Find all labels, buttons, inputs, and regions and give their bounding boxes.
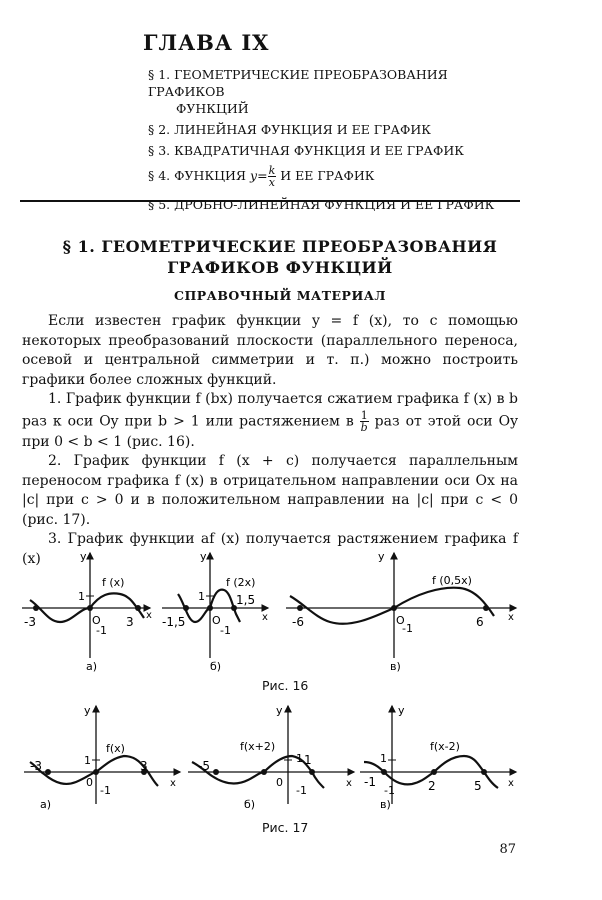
toc-num: § 2. (148, 122, 171, 137)
root-point (183, 605, 189, 611)
frac-denominator: b (360, 420, 368, 434)
section-title-line: ГРАФИКОВ ФУНКЦИЙ (167, 258, 393, 277)
tick-label: -1 (364, 775, 376, 789)
graph-17b (188, 704, 354, 811)
toc-text: ФУНКЦИЯ (174, 168, 247, 183)
item1-fraction (360, 410, 369, 433)
tick-label: -1 (220, 624, 231, 637)
graph-17a (24, 704, 180, 811)
figure-17-caption: Рис. 17 (262, 820, 309, 835)
table-of-contents (148, 66, 528, 217)
chapter-title: ГЛАВА IX (143, 30, 270, 55)
tick-label: 1 (296, 752, 303, 765)
tick-label: -1 (96, 624, 107, 637)
toc-fraction (268, 165, 277, 188)
root-point (207, 605, 213, 611)
paragraph-item-3: 3. График функции af (x) получается растяжением графика f (x) (22, 531, 518, 567)
origin-label: O (396, 614, 405, 627)
frac-numerator: 1 (360, 408, 368, 422)
root-point (483, 605, 489, 611)
toc-item-3 (148, 142, 528, 159)
x-label: x (170, 778, 176, 789)
tick-label: 6 (476, 615, 484, 629)
toc-text: ЛИНЕЙНАЯ ФУНКЦИЯ И ЕЕ ГРАФИК (174, 122, 431, 137)
curve-f05x (290, 588, 494, 624)
tick-label: -3 (30, 759, 42, 773)
x-label: x (508, 612, 514, 623)
tick-label: 5 (474, 779, 482, 793)
tick-label: 2 (428, 779, 436, 793)
root-point (261, 769, 267, 775)
toc-num: § 4. (148, 168, 171, 183)
tick-label: -1 (296, 784, 307, 797)
origin-label: O (92, 614, 101, 627)
x-label: x (146, 610, 152, 621)
toc-text-cont: ФУНКЦИЙ (176, 101, 249, 116)
frac-numerator: k (268, 164, 276, 177)
func-label: f (x) (102, 576, 125, 589)
root-point (391, 605, 397, 611)
toc-item-4 (148, 165, 528, 188)
func-label: f(x-2) (430, 740, 460, 753)
paragraph-intro: Если известен график функции y = f (x), то с помощью некоторых преобразований плоскости (параллельного переноса, осевой и центральной симметрии и т. п.) можно построить графики более сложных функций. (22, 313, 518, 388)
figure-16-caption: Рис. 16 (262, 678, 309, 693)
y-label: y (378, 550, 385, 563)
subfigure-label: б) (244, 798, 256, 811)
origin-label: 0 (276, 776, 283, 789)
root-point (93, 769, 99, 775)
paragraph-item-2: 2. График функции f (x + c) получается параллельным переносом графика f (x) в отрицательном направлении оси Ox на |c| при c > 0 и в положительном направлении на |c| при c < 0 (рис. 17). (22, 453, 518, 528)
body-text (22, 312, 518, 569)
section-title (60, 236, 500, 278)
subfigure-label: а) (86, 660, 98, 673)
subfigure-label: а) (40, 798, 52, 811)
graph-16c (286, 550, 516, 673)
tick-label: 1 (78, 590, 85, 603)
graph-16b (162, 550, 268, 673)
subfigure-label: в) (380, 798, 391, 811)
root-point (481, 769, 487, 775)
toc-item-2 (148, 121, 528, 138)
toc-item-1 (148, 66, 528, 117)
tick-label: -6 (292, 615, 304, 629)
tick-label: 1 (304, 753, 312, 767)
func-label: f (0,5x) (432, 574, 472, 587)
x-label: x (262, 612, 268, 623)
toc-item-5 (148, 196, 528, 213)
divider (20, 200, 520, 202)
item1-text-cont: раз от этой оси Oy при 0 < b < 1 (рис. 16). (22, 413, 518, 450)
tick-label: 1 (380, 752, 387, 765)
figure-16 (20, 548, 520, 698)
tick-label: 1 (198, 590, 205, 603)
tick-label: -1 (402, 622, 413, 635)
figure-17-svg (20, 700, 520, 820)
graph-17c (360, 704, 516, 811)
func-label: f (2x) (226, 576, 256, 589)
figure-17 (20, 700, 520, 820)
toc-text: И ЕЕ ГРАФИК (280, 168, 375, 183)
toc-text: КВАДРАТИЧНАЯ ФУНКЦИЯ И ЕЕ ГРАФИК (174, 143, 464, 158)
tick-label: 3 (126, 615, 134, 629)
y-label: y (276, 704, 283, 717)
tick-label: 1,5 (236, 593, 256, 607)
page-number: 87 (499, 842, 516, 857)
toc-formula: y= (250, 168, 268, 183)
frac-denominator: x (268, 176, 275, 189)
y-label: y (80, 550, 87, 563)
y-label: y (398, 704, 405, 717)
toc-num: § 3. (148, 143, 171, 158)
section-title-line: § 1. ГЕОМЕТРИЧЕСКИЕ ПРЕОБРАЗОВАНИЯ (62, 237, 498, 256)
root-point (213, 769, 219, 775)
reference-heading: СПРАВОЧНЫЙ МАТЕРИАЛ (174, 288, 386, 303)
root-point (87, 605, 93, 611)
x-label: x (346, 778, 352, 789)
root-point (431, 769, 437, 775)
toc-num: § 1. (148, 67, 171, 82)
root-point (309, 769, 315, 775)
subfigure-label: в) (390, 660, 401, 673)
root-point (45, 769, 51, 775)
tick-label: 1 (84, 754, 91, 767)
tick-label: -3 (24, 615, 36, 629)
toc-text: ГЕОМЕТРИЧЕСКИЕ ПРЕОБРАЗОВАНИЯ ГРАФИКОВ (148, 67, 448, 99)
root-point (381, 769, 387, 775)
paragraph-item-1 (22, 390, 518, 452)
root-point (135, 605, 141, 611)
origin-label: 0 (86, 776, 93, 789)
tick-label: -1,5 (162, 615, 186, 629)
toc-num: § 5. (148, 197, 171, 212)
x-label: x (508, 778, 514, 789)
item1-text: 1. График функции f (bx) получается сжатием графика f (x) в b раз к оси Oy при b > 1 или растяжением в (22, 391, 518, 429)
root-point (297, 605, 303, 611)
graph-16a (22, 550, 152, 673)
func-label: f(x+2) (240, 740, 276, 753)
toc-text: ДРОБНО-ЛИНЕЙНАЯ ФУНКЦИЯ И ЕЕ ГРАФИК (174, 197, 495, 212)
tick-label: 3 (140, 759, 148, 773)
func-label: f(x) (106, 742, 125, 755)
root-point (33, 605, 39, 611)
tick-label: -5 (198, 759, 210, 773)
origin-label: O (212, 614, 221, 627)
y-label: y (200, 550, 207, 563)
tick-label: -1 (384, 784, 395, 797)
tick-label: -1 (100, 784, 111, 797)
y-label: y (84, 704, 91, 717)
figure-16-svg (20, 548, 520, 698)
subfigure-label: б) (210, 660, 222, 673)
